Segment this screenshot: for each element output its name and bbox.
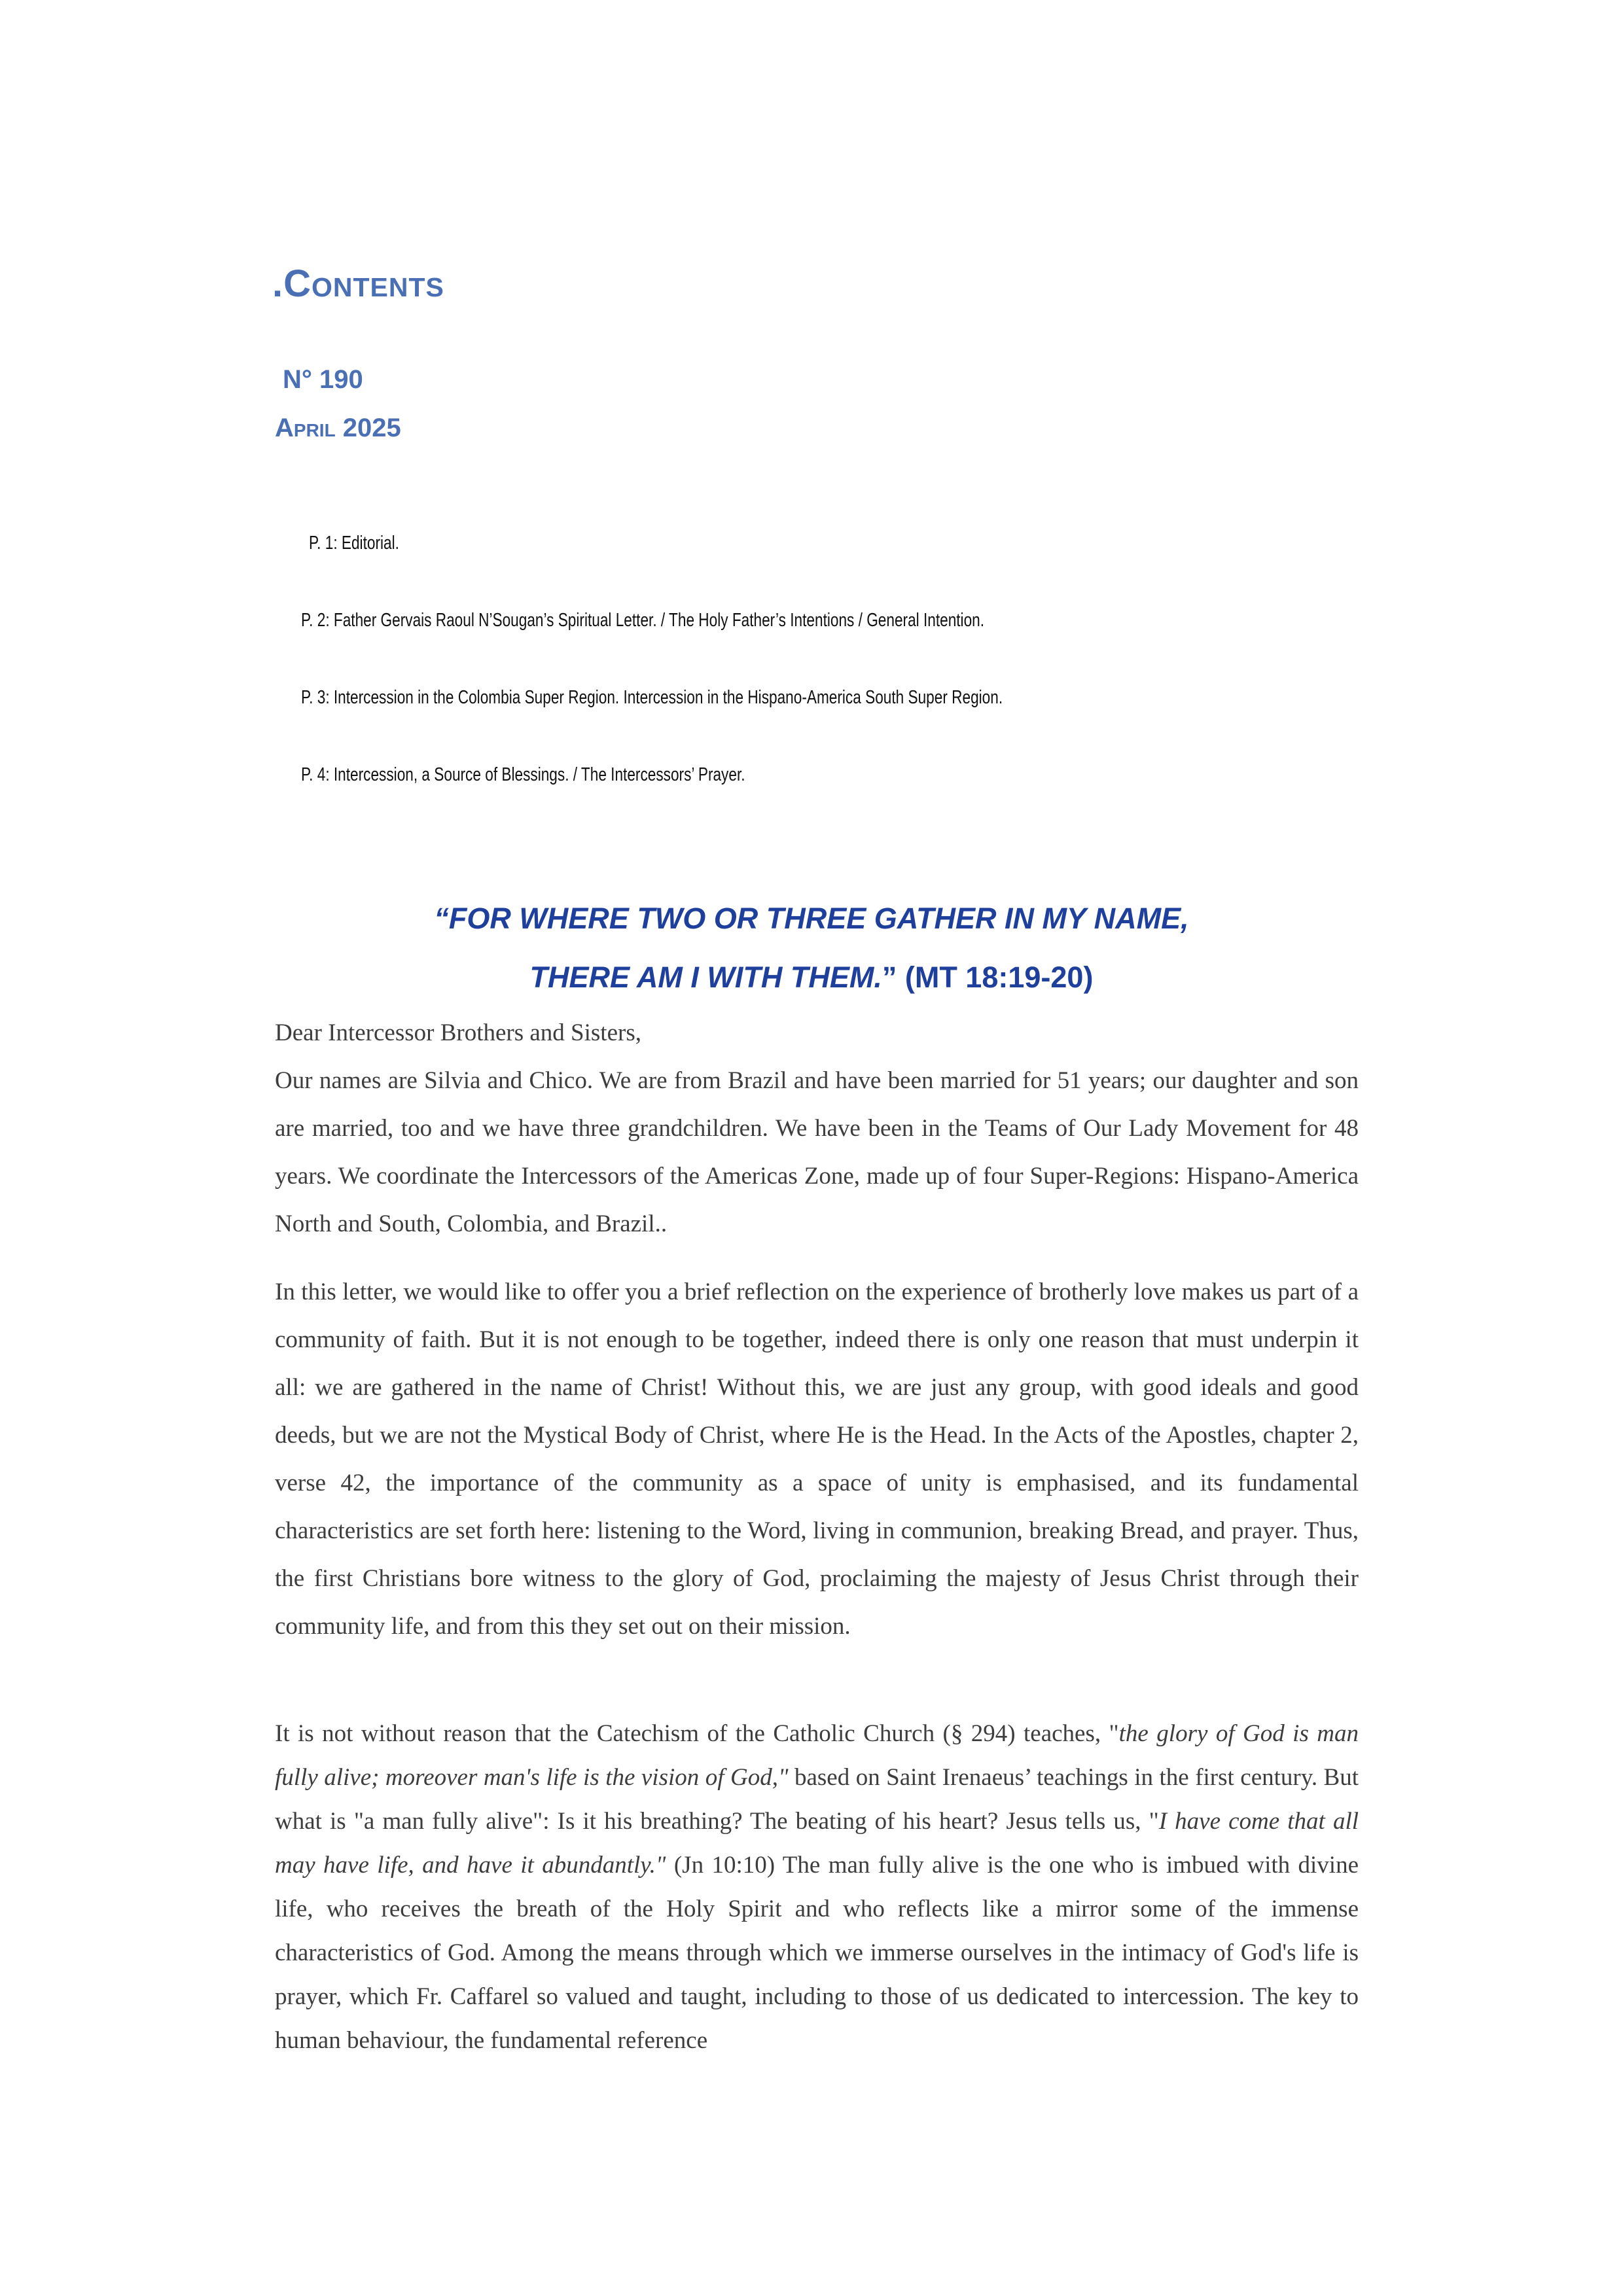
letter-paragraph-1: Our names are Silvia and Chico. We are from Brazil and have been married for 51 years; our daughter and son are married, too and we have three grandchildren. We have been in the Teams of Our Lady Movement for 48 years. We coordinate the Intercessors of the Americas Zone, made up of four Super-Regions: Hispano-America North and South, Colombia, and Brazil.. [275, 1067, 1359, 1237]
toc-entry-page-3: P. 3: Intercession in the Colombia Super Region. Intercession in the Hispano-America South Super Region. [301, 687, 1003, 708]
letter-greeting: Dear Intercessor Brothers and Sisters, [275, 1019, 641, 1046]
scripture-quote-line-2 [0, 961, 1623, 995]
issue-date: April 2025 [275, 414, 401, 442]
letter-paragraph-3: It is not without reason that the Catechism of the Catholic Church (§ 294) teaches, "the glory of God is man fully alive; moreover man's life is the vision of God," based on Saint Irenaeus’ teachings in the first century. But what is "a man fully alive": Is it his breathing? The beating of his heart? Jesus tells us, "I have come that all may have life, and have it abundantly." (Jn 10:10) The man fully alive is the one who is imbued with divine life, who receives the breath of the Holy Spirit and who reflects like a mirror some of the immense characteristics of God. Among the means through which we immerse ourselves in the intimacy of God's life is prayer, which Fr. Caffarel so valued and taught, including to those of us dedicated to intercession. The key to human behaviour, the fundamental reference [275, 1720, 1359, 2054]
issue-number: N° 190 [283, 365, 363, 394]
contents-title: Contents [283, 262, 444, 305]
scripture-quote-line-1: “FOR WHERE TWO OR THREE GATHER IN MY NAME, [434, 902, 1189, 935]
toc-entry-page-2: P. 2: Father Gervais Raoul N’Sougan’s Spiritual Letter. / The Holy Father’s Intentions / General Intention. [301, 610, 985, 631]
letter-paragraph-2: In this letter, we would like to offer you a brief reflection on the experience of brotherly love makes us part of a community of faith. But it is not enough to be together, indeed there is only one reason that must underpin it all: we are gathered in the name of Christ! Without this, we are just any group, with good ideals and good deeds, but we are not the Mystical Body of Christ, where He is the Head. In the Acts of the Apostles, chapter 2, verse 42, the importance of the community as a space of unity is emphasised, and its fundamental characteristics are set forth here: listening to the Word, living in communion, breaking Bread, and prayer. Thus, the first Christians bore witness to the glory of God, proclaiming the majesty of Jesus Christ through their community life, and from this they set out on their mission. [275, 1279, 1359, 1640]
scripture-quote-text: THERE AM I WITH THEM. [529, 961, 882, 994]
contents-heading [272, 262, 444, 306]
contents-prefix: . [272, 262, 284, 305]
toc-entry-page-1: P. 1: Editorial. [309, 533, 399, 554]
scripture-reference: ” (MT 18:19-20) [882, 961, 1094, 994]
toc-entry-page-4: P. 4: Intercession, a Source of Blessings. / The Intercessors’ Prayer. [301, 764, 745, 785]
